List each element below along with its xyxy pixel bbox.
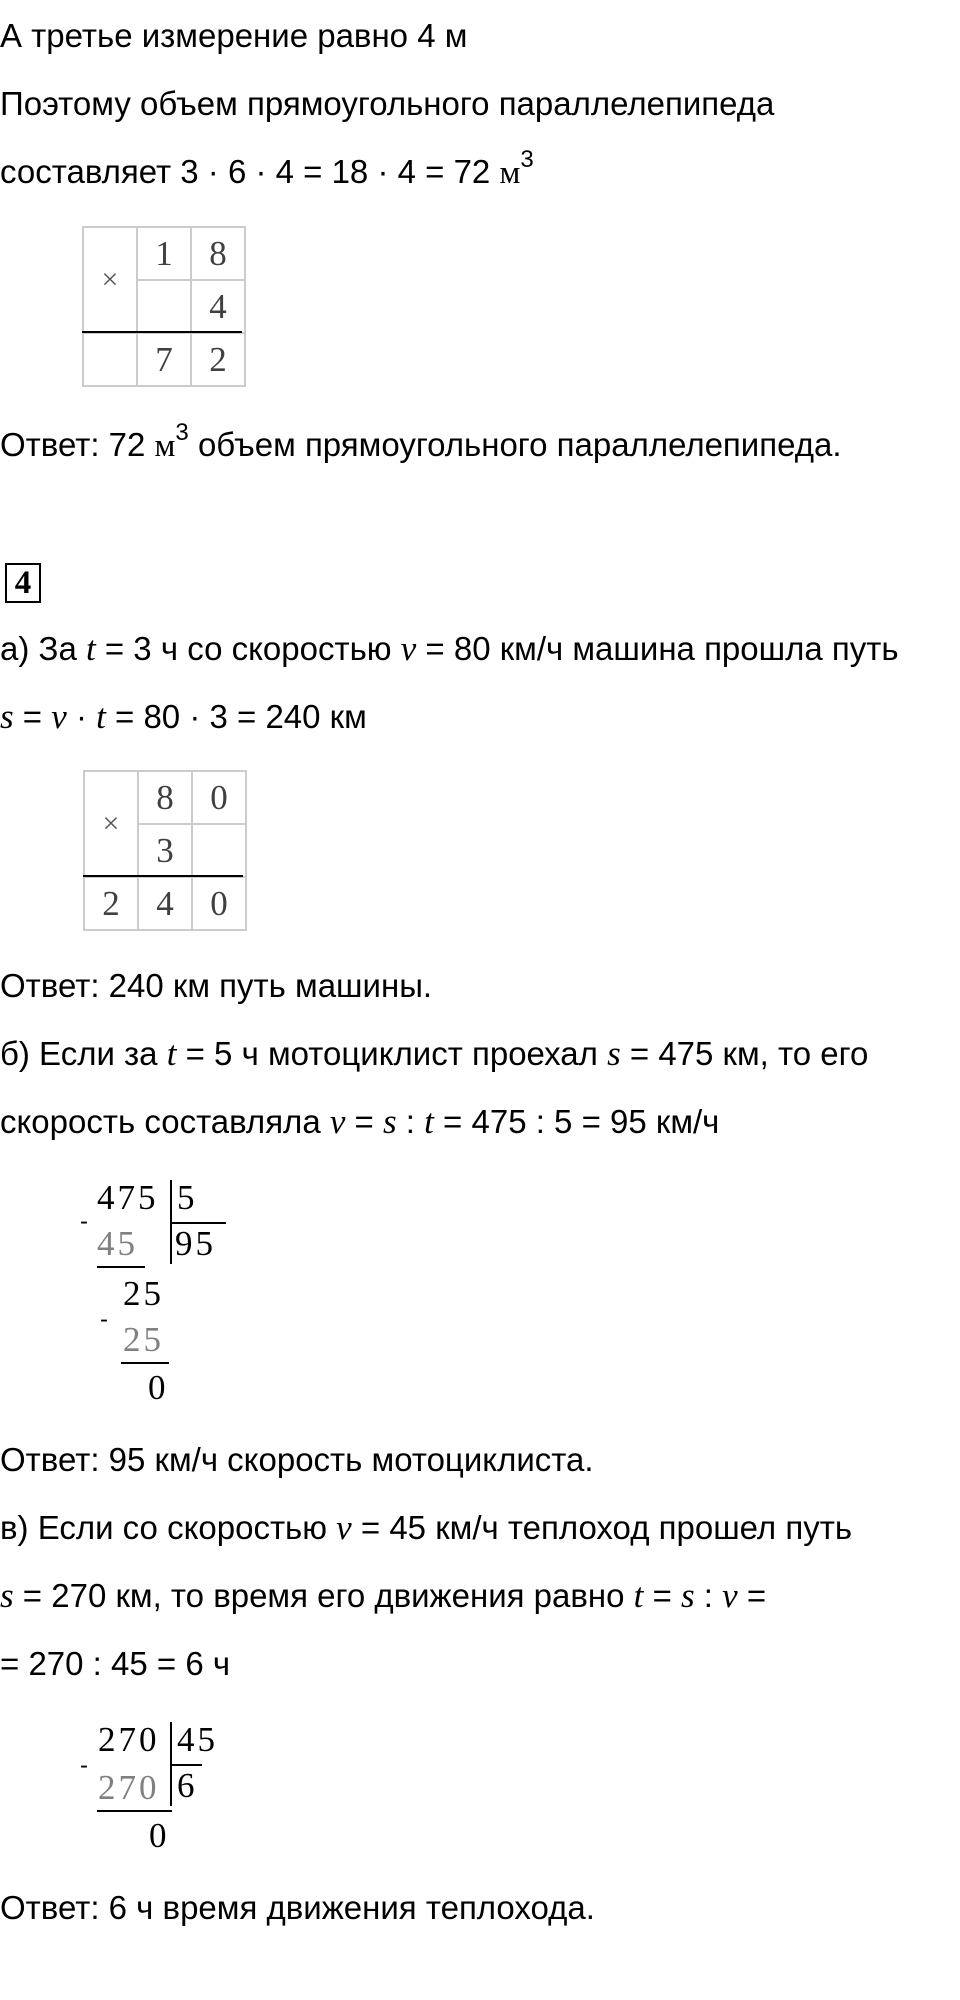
var-s: s bbox=[0, 1576, 14, 1615]
text-line bbox=[0, 629, 899, 669]
var-t: t bbox=[633, 1576, 644, 1615]
text-span: составляет 3 · 6 · 4 = 18 · 4 = 72 bbox=[0, 153, 500, 190]
text-span: = bbox=[737, 1577, 767, 1614]
times-sign: × bbox=[83, 227, 137, 333]
digit-cell: 0 bbox=[192, 771, 246, 824]
subtraction-rule bbox=[121, 1362, 169, 1364]
text-span: = 3 ч со скоростью bbox=[95, 630, 401, 667]
minus-sign: - bbox=[80, 1208, 88, 1235]
digit-cell: 4 bbox=[191, 280, 245, 333]
var-s: s bbox=[607, 1034, 621, 1073]
answer-line bbox=[0, 419, 842, 466]
text-span: = 475 : 5 = 95 км/ч bbox=[433, 1103, 720, 1140]
text-span: б) Если за bbox=[0, 1035, 167, 1072]
remainder: 25 bbox=[123, 1274, 164, 1313]
task-number: 4 bbox=[5, 563, 41, 603]
text-span: · bbox=[66, 698, 97, 735]
multiplication-grid bbox=[82, 226, 246, 387]
digit-cell: 8 bbox=[138, 771, 192, 824]
divisor: 5 bbox=[177, 1178, 198, 1217]
digit-cell bbox=[83, 333, 137, 386]
text-span: = 270 км, то время его движения равно bbox=[13, 1577, 634, 1614]
multiplication-grid bbox=[83, 770, 247, 931]
text-line: Поэтому объем прямоугольного параллелепипеда bbox=[0, 85, 775, 122]
digit-cell bbox=[137, 280, 191, 333]
times-sign: × bbox=[84, 771, 138, 877]
text-line bbox=[0, 1508, 852, 1548]
var-v: v bbox=[400, 629, 417, 668]
text-span: = 5 ч мотоциклист проехал bbox=[176, 1035, 608, 1072]
var-v: v bbox=[336, 1508, 352, 1547]
dividend: 270 bbox=[98, 1720, 160, 1759]
digit-cell: 7 bbox=[137, 333, 191, 386]
remainder: 0 bbox=[149, 1816, 170, 1855]
text-span: = bbox=[345, 1103, 383, 1140]
remainder: 0 bbox=[148, 1368, 169, 1407]
var-s: s bbox=[681, 1576, 695, 1615]
divisor: 45 bbox=[177, 1720, 218, 1759]
subtraction-rule bbox=[97, 1266, 145, 1268]
var-s: s bbox=[383, 1102, 397, 1141]
exponent: 3 bbox=[520, 146, 534, 173]
result-rule bbox=[83, 875, 243, 877]
text-span: в) Если со скоростью bbox=[0, 1509, 337, 1546]
digit-cell: 2 bbox=[84, 877, 138, 930]
text-line bbox=[0, 1034, 868, 1074]
var-v: v bbox=[51, 697, 67, 736]
text-span: = bbox=[643, 1577, 682, 1614]
text-line: = 270 : 45 = 6 ч bbox=[0, 1645, 231, 1682]
text-span: = 80 · 3 = 240 км bbox=[105, 698, 367, 735]
result-rule bbox=[82, 331, 242, 333]
var-v: v bbox=[329, 1102, 346, 1141]
quotient: 6 bbox=[177, 1766, 198, 1805]
subtrahend: 25 bbox=[123, 1320, 164, 1359]
text-line: А третье измерение равно 4 м bbox=[0, 17, 468, 54]
text-span: = 475 км, то его bbox=[620, 1035, 869, 1072]
subtraction-rule bbox=[97, 1810, 172, 1812]
var-t: t bbox=[424, 1102, 434, 1141]
text-line bbox=[0, 697, 367, 737]
text-line bbox=[0, 1576, 766, 1616]
text-line bbox=[0, 146, 534, 193]
var-t: t bbox=[166, 1034, 177, 1073]
digit-cell: 3 bbox=[138, 824, 192, 877]
answer-line: Ответ: 6 ч время движения теплохода. bbox=[0, 1889, 595, 1926]
minus-sign: - bbox=[100, 1306, 108, 1333]
dividend: 475 bbox=[97, 1178, 159, 1217]
subtrahend: 270 bbox=[98, 1768, 160, 1807]
var-t: t bbox=[96, 697, 106, 736]
digit-cell bbox=[192, 824, 246, 877]
digit-cell: 8 bbox=[191, 227, 245, 280]
subtrahend: 45 bbox=[97, 1224, 138, 1263]
unit: м bbox=[154, 428, 176, 464]
text-span: а) За bbox=[0, 630, 86, 667]
digit-cell: 0 bbox=[192, 877, 246, 930]
text-line bbox=[0, 1102, 719, 1142]
minus-sign: - bbox=[80, 1752, 88, 1779]
quotient: 95 bbox=[175, 1224, 216, 1263]
text-span: Ответ: 72 bbox=[0, 426, 155, 463]
unit: м bbox=[499, 155, 521, 191]
var-s: s bbox=[0, 697, 14, 736]
exponent: 3 bbox=[175, 419, 189, 446]
text-span: скорость составляла bbox=[0, 1103, 330, 1140]
text-span: объем прямоугольного параллелепипеда. bbox=[188, 426, 842, 463]
text-span: = 80 км/ч машина прошла путь bbox=[416, 630, 899, 667]
text-span: = bbox=[13, 698, 52, 735]
text-span: = 45 км/ч теплоход прошел путь bbox=[351, 1509, 853, 1546]
answer-line: Ответ: 240 км путь машины. bbox=[0, 967, 433, 1004]
digit-cell: 2 bbox=[191, 333, 245, 386]
digit-cell: 4 bbox=[138, 877, 192, 930]
text-span: : bbox=[396, 1103, 425, 1140]
var-v: v bbox=[722, 1576, 738, 1615]
var-t: t bbox=[85, 629, 96, 668]
answer-line: Ответ: 95 км/ч скорость мотоциклиста. bbox=[0, 1441, 594, 1478]
text-span: : bbox=[694, 1577, 723, 1614]
digit-cell: 1 bbox=[137, 227, 191, 280]
